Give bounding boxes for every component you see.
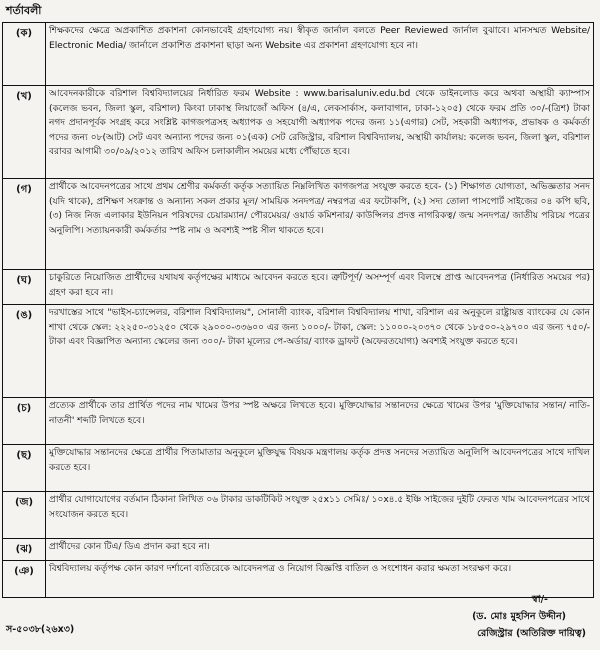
table-row xyxy=(3,86,594,179)
signatory-name: (ড. মোঃ মুহসিন উদ্দীন) xyxy=(472,611,566,622)
terms-heading: শর্তাবলী xyxy=(6,4,42,17)
row-text: আবেদনকারীকে বরিশাল বিশ্ববিদ্যালয়ের নির্ধারিত ফরম Website : www.barisaluniv.edu.bd থেকে ডাইনলোড করে অথবা অস্থায়ী ক্যাম্পাস (কলেজ ভবন, জিলা স্কুল, বরিশাল) কিংবা ঢাকাস্থ লিয়াজোঁ অফিস (৪/এ, লেকসার্কাস, কলাবাগান, ঢাকা-১২০৫) থেকে ফরম প্রতি ৩০/-(ত্রিশ) টাকা নগদ প্রদানপূর্বক সংগ্রহ করে সংশ্লিষ্ট কাগজপত্রসহ অধ্যাপক ও সহযোগী অধ্যাপক পদের জন্য ১১(এগার) সেট, সহকারী অধ্যাপক, প্রভাষক ও কর্মকর্তা পদের জন্য ০৮(আট) সেট এবং অন্যান্য পদের জন্য ০১(এক) সেট রেজিস্ট্রার, বরিশাল বিশ্ববিদ্যালয়, অস্থায়ী কার্যালয়: কলেজ ভবন, জিলা স্কুল, বরিশাল বরাবর আগামী ৩০/০৯/২০১২ তারিখ অফিস চলাকালীন সময়ের মধ্যে পৌঁছাতে হবে। xyxy=(46,86,594,179)
signatory-designation: রেজিস্ট্রার (অতিরিক্ত দায়িত্ব) xyxy=(477,628,586,639)
row-label: (ঝ) xyxy=(3,539,46,561)
signature-mark: স্বা/- xyxy=(532,594,548,605)
row-label: (ছ) xyxy=(3,445,46,492)
table-row xyxy=(3,270,594,305)
row-label: (গ) xyxy=(3,179,46,270)
terms-table xyxy=(2,22,594,598)
table-row xyxy=(3,445,594,492)
table-row xyxy=(3,398,594,445)
row-label: (ঘ) xyxy=(3,270,46,305)
table-row xyxy=(3,305,594,398)
row-label: (জ) xyxy=(3,492,46,539)
row-text: বিশ্ববিদ্যালয় কর্তৃপক্ষ কোন কারণ দর্শানো ব্যতিরেকে আবেদনপত্র ও নিয়োগ বিজ্ঞপ্তি বাতিল ও সংশোধন করার ক্ষমতা সংরক্ষণ করে। xyxy=(46,561,594,598)
row-text: প্রত্যেক প্রার্থীকে তার প্রার্থিত পদের নাম খামের উপর স্পষ্ট অক্ষরে লিখতে হবে। মুক্তিযোদ্ধার সন্তানদের ক্ষেত্রে খামের উপর 'মুক্তিযোদ্ধার সন্তান/ নাতি-নাতনী' শব্দটি লিখতে হবে। xyxy=(46,398,594,445)
row-label: (ঙ) xyxy=(3,305,46,398)
row-text: চাকুরিতে নিয়োজিত প্রার্থীদের যথাযথ কর্তৃপক্ষের মাধ্যমে আবেদন করতে হবে। ত্রুটিপূর্ণ/ অসম্পূর্ণ এবং বিলম্বে প্রাপ্ত আবেদনপত্র (নির্ধারিত সময়ের পর) গ্রহণ করা হবে না। xyxy=(46,270,594,305)
reference-code: স-৫০৩৮(২৬x৩) xyxy=(6,624,75,635)
row-label: (ঞ) xyxy=(3,561,46,598)
row-text: দরখাস্তের সাথে "ভাইস-চ্যান্সেলর, বরিশাল বিশ্ববিদ্যালয়", সোনালী ব্যাংক, বরিশাল বিশ্ববিদ্যালয় শাখা, বরিশাল এর অনুকূলে রাষ্ট্রায়ত্ত ব্যাংকের যে কোন শাখা থেকে স্কেল: ২২২৫০-৩১২৫০ থেকে ২৯০০০-৩৩৬০০ এর জন্য ১০০০/- টাকা, স্কেল: ১১০০০-২০৩৭০ থেকে ১৮৫০০-২৯৭০০ এর জন্য ৭৫০/- টাকা এবং বিজ্ঞাপিত অন্যান্য স্কেলের জন্য ৩০০/- টাকা মূল্যের পে-অর্ডার/ ব্যাংক ড্রাফট (অফেরতযোগ্য) অবশ্যই সংযুক্ত করতে হবে। xyxy=(46,305,594,398)
table-row xyxy=(3,539,594,561)
row-text: প্রার্থীকে আবেদনপত্রের সাথে প্রথম শ্রেণীর কর্মকর্তা কর্তৃক সত্যায়িত নিম্নলিখিত কাগজপত্র সংযুক্ত করতে হবে- (১) শিক্ষাগত যোগ্যতা, অভিজ্ঞতার সনদ (যদি থাকে), প্রশিক্ষণ সংক্রান্ত ও অন্যান্য সকল প্রকার মূল/ সাময়িক সনদপত্র/ নম্বরপত্র এর ফটোকপি, (২) সদ্য তোলা পাসপোর্ট সাইজের ০৪ কপি ছবি, (৩) নিজ নিজ এলাকার ইউনিয়ন পরিষদের চেয়ারম্যান/ পৌরমেয়র/ ওয়ার্ড কমিশনার/ কাউন্সিলর প্রদত্ত নাগরিকত্ব/ জন্ম সনদপত্র/ জাতীয় পরিচয় পত্রের অনুলিপি। সত্যায়নকারী কর্মকর্তার স্পষ্ট নাম ও অবশ্যই স্পষ্ট সীল থাকতে হবে। xyxy=(46,179,594,270)
row-text: শিক্ষকদের ক্ষেত্রে অপ্রকাশিত প্রকাশনা কোনভাবেই গ্রহণযোগ্য নয়। স্বীকৃত জার্নাল বলতে Peer Reviewed জার্নাল বুঝাবে। মানসম্মত Website/ Electronic Media/ জার্নালে প্রকাশিত প্রকাশনা ছাড়া অন্য Website এর প্রকাশনা গ্রহণযোগ্য হবে না। xyxy=(46,23,594,86)
row-label: (চ) xyxy=(3,398,46,445)
table-row xyxy=(3,492,594,539)
table-row xyxy=(3,23,594,86)
row-label: (ক) xyxy=(3,23,46,86)
row-text: প্রার্থীদের কোন টিএ/ ডিএ প্রদান করা হবে না। xyxy=(46,539,594,561)
row-text: মুক্তিযোদ্ধার সন্তানদের ক্ষেত্রে প্রার্থীর পিতামাতার অনুকূলে মুক্তিযুদ্ধ বিষয়ক মন্ত্রণালয় কর্তৃক প্রদত্ত সনদের সত্যায়িত অনুলিপি আবেদনপত্রের সাথে দাখিল করতে হবে। xyxy=(46,445,594,492)
row-label: (খ) xyxy=(3,86,46,179)
row-text: প্রার্থীর যোগাযোগের বর্তমান ঠিকানা লিখিত ০৬ টাকার ডাকটিকিট সংযুক্ত ২৫x১১ সেমিঃ/ ১০x৪.৫ ইঞ্চি সাইজের দুইটি ফেরত খাম আবেদনপত্রের সাথে সংযোজন করতে হবে। xyxy=(46,492,594,539)
table-row xyxy=(3,561,594,598)
table-row xyxy=(3,179,594,270)
